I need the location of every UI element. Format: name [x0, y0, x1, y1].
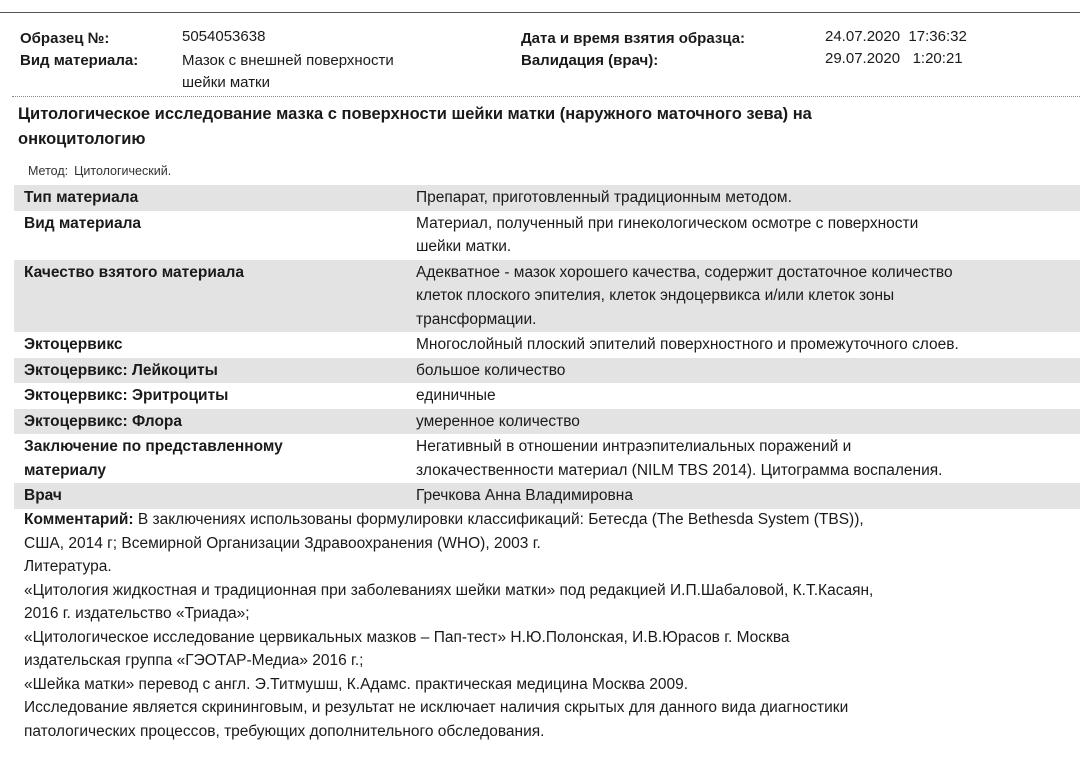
- row-value: [406, 260, 1080, 333]
- material-type-value-line2: шейки матки: [182, 74, 271, 91]
- row-key: Врач: [14, 483, 406, 509]
- comment-line: Литература.: [24, 558, 112, 575]
- row-value: [406, 409, 1080, 435]
- row-key-line: материалу: [24, 461, 106, 479]
- row-value: [406, 211, 1080, 260]
- comment-line: «Цитология жидкостная и традиционная при заболеваниях шейки матки» под редакцией И.П.Шабаловой, К.Т.Касаян,: [24, 581, 874, 599]
- row-value: [406, 434, 1080, 483]
- report-title-line2: онкоцитологию: [18, 130, 146, 148]
- row-key: Качество взятого материала: [14, 260, 406, 333]
- row-key-line: Заключение по представленному: [24, 438, 283, 455]
- comment-line: «Цитологическое исследование цервикальных мазков – Пап-тест» Н.Ю.Полонская, И.В.Юрасов г. Москва: [24, 628, 790, 646]
- row-key: [14, 434, 406, 483]
- comment-line: [24, 508, 1074, 532]
- row-key: Эктоцервикс: Флора: [14, 409, 406, 435]
- table-row: [14, 409, 1080, 435]
- sample-number-value: 5054053638: [182, 28, 266, 45]
- comment-line: патологических процессов, требующих дополнительного обследования.: [24, 722, 545, 740]
- comment-line: издательская группа «ГЭОТАР-Медиа» 2016 г.;: [24, 652, 364, 669]
- row-value: [406, 383, 1080, 409]
- row-key: Эктоцервикс: Лейкоциты: [14, 358, 406, 384]
- top-rule: [0, 12, 1080, 13]
- row-key: Эктоцервикс: [24, 336, 123, 353]
- row-value-line: шейки матки.: [416, 238, 512, 255]
- material-type-label: Вид материала:: [20, 52, 139, 69]
- method-label: Метод:: [28, 164, 69, 178]
- row-value: [406, 332, 1080, 358]
- comment-text: В заключениях использованы формулировки классификаций: Бетесда (The Bethesda System (TBS)),: [137, 511, 864, 528]
- table-row: [14, 332, 1080, 358]
- row-value-line: Материал, полученный при гинекологическом осмотре с поверхности: [416, 214, 919, 232]
- row-value: [406, 483, 1080, 509]
- comment-line: «Шейка матки» перевод с англ. Э.Титмушш, К.Адамс. практическая медицина Москва 2009.: [24, 675, 689, 693]
- row-key: Вид материала: [24, 214, 142, 232]
- table-row: [14, 434, 1080, 483]
- row-value: [406, 358, 1080, 384]
- report-title-line1: Цитологическое исследование мазка с поверхности шейки матки (наружного маточного зева) на: [18, 105, 812, 123]
- row-value-line: умеренное количество: [416, 412, 580, 430]
- row-value-line: большое количество: [416, 361, 566, 379]
- table-row: [14, 383, 1080, 409]
- row-value-line: трансформации.: [416, 310, 537, 328]
- row-value-line: злокачественности материал (NILM TBS 2014). Цитограмма воспаления.: [416, 461, 943, 479]
- sample-number-label: Образец №:: [20, 30, 110, 47]
- comment-line: Исследование является скрининговым, и результат не исключает наличия скрытых для данного вида диагностики: [24, 699, 849, 716]
- dotted-divider: [12, 96, 1080, 97]
- material-type-value-line1: Мазок с внешней поверхности: [182, 52, 394, 69]
- table-row: [14, 483, 1080, 509]
- results-table: [14, 185, 1080, 509]
- sample-date-value: 24.07.2020 17:36:32: [825, 28, 967, 45]
- row-value-line: Адекватное - мазок хорошего качества, содержит достаточное количество: [416, 263, 953, 281]
- row-value-line: Негативный в отношении интраэпителиальных поражений и: [416, 438, 852, 455]
- sample-date-label: Дата и время взятия образца:: [521, 30, 746, 47]
- row-value-line: Многослойный плоский эпителий поверхностного и промежуточного слоев.: [416, 336, 959, 353]
- validation-value: 29.07.2020 1:20:21: [825, 50, 963, 67]
- report-title: [18, 102, 1018, 152]
- table-row: [14, 211, 1080, 260]
- comment-block: [24, 508, 1074, 743]
- row-key: Тип материала: [14, 185, 406, 211]
- comment-line: США, 2014 г; Всемирной Организации Здравоохранения (WHO), 2003 г.: [24, 534, 541, 552]
- comment-label: Комментарий:: [24, 511, 134, 528]
- table-row: [14, 185, 1080, 211]
- row-value-line: клеток плоского эпителия, клеток эндоцервикса и/или клеток зоны: [416, 287, 895, 304]
- row-value-line: Препарат, приготовленный традиционным методом.: [416, 189, 792, 206]
- table-row: [14, 260, 1080, 333]
- table-row: [14, 358, 1080, 384]
- row-value-line: единичные: [416, 387, 496, 404]
- row-value-line: Гречкова Анна Владимировна: [416, 487, 633, 504]
- row-key: Эктоцервикс: Эритроциты: [24, 387, 229, 404]
- validation-label: Валидация (врач):: [521, 52, 659, 69]
- method-line: [28, 164, 177, 178]
- method-value: Цитологический.: [74, 164, 172, 178]
- row-value: [406, 185, 1080, 211]
- comment-line: 2016 г. издательство «Триада»;: [24, 605, 250, 622]
